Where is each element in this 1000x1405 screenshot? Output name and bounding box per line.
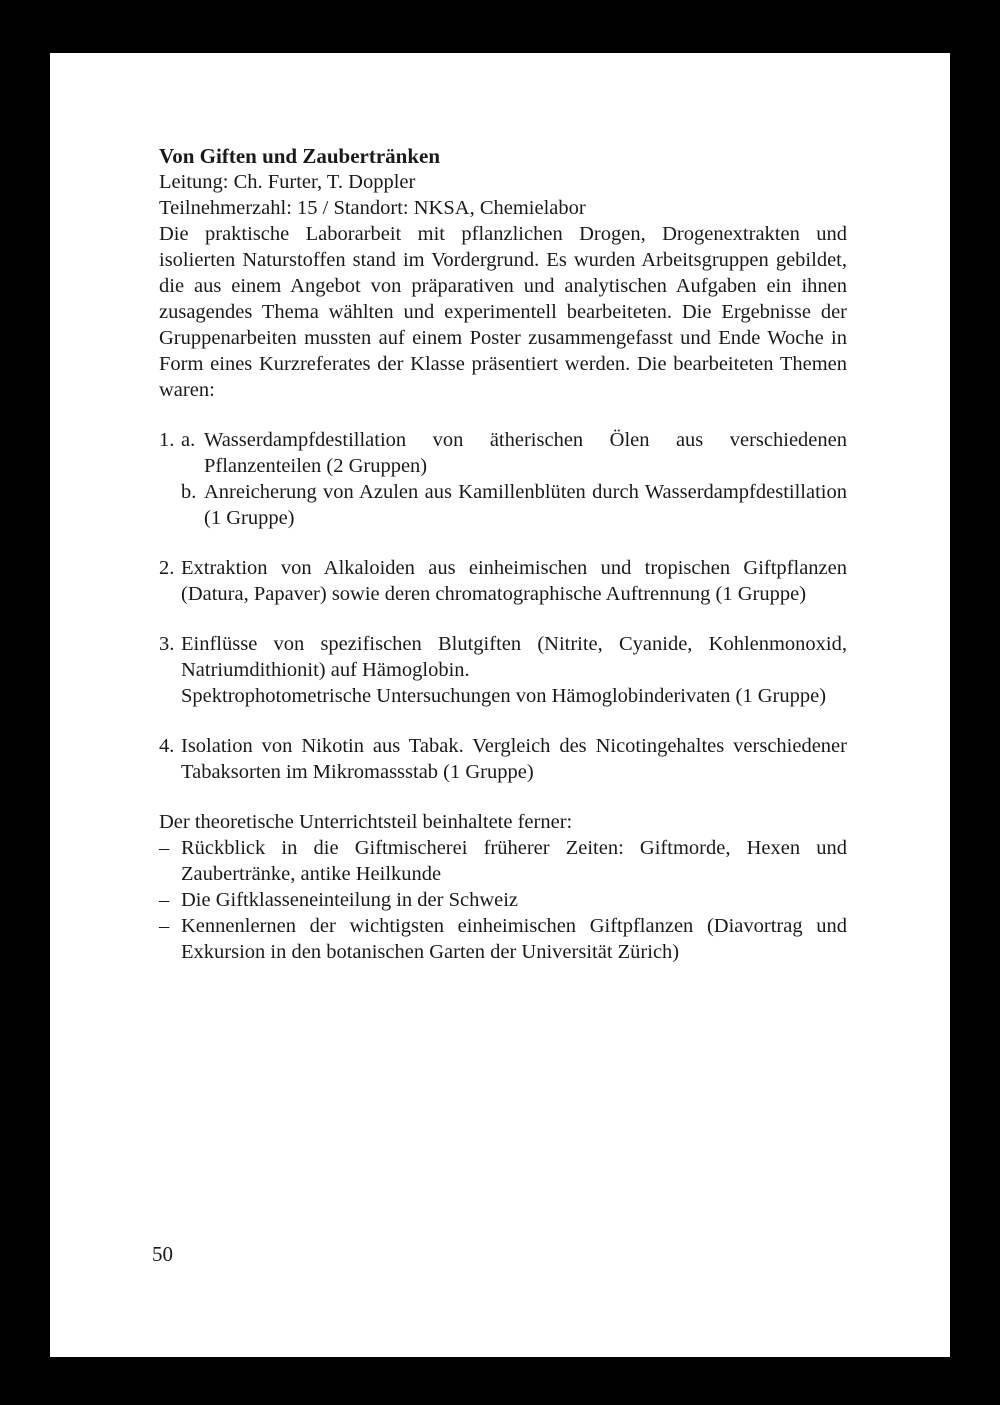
document-page bbox=[50, 53, 950, 1357]
leitung-line: Leitung: Ch. Furter, T. Doppler bbox=[159, 171, 416, 193]
dash-bullet: – bbox=[159, 915, 170, 937]
page-number: 50 bbox=[152, 1242, 173, 1266]
topic-item-4 bbox=[159, 733, 847, 785]
subtopic-letter: a. bbox=[181, 429, 196, 451]
theory-intro: Der theoretische Unterrichtsteil beinhaltete ferner: bbox=[159, 811, 573, 833]
topic-body bbox=[181, 631, 847, 709]
topic-text: Einflüsse von spezifischen Blutgiften (Nitrite, Cyanide, Kohlenmonoxid, Natriumdithionit) auf Hämoglobin. bbox=[181, 633, 847, 681]
subtopic-text: Wasserdampfdestillation von ätherischen Ölen aus verschiedenen Pflanzenteilen (2 Gruppen) bbox=[204, 429, 847, 477]
theory-list bbox=[159, 835, 847, 965]
theory-item bbox=[159, 835, 847, 887]
topic-body bbox=[181, 427, 847, 531]
intro-paragraph: Die praktische Laborarbeit mit pflanzlichen Drogen, Drogenextrakten und isolierten Naturstoffen stand im Vordergrund. Es wurden Arbeitsgruppen gebildet, die aus einem Angebot von präparativen und analytischen Aufgaben ein ihnen zusagendes Thema wählten und experimentell bearbeiteten. Die Ergebnisse der Gruppenarbeiten mussten auf einem Poster zusammengefasst und Ende Woche in Form eines Kurzreferates der Klasse präsentiert werden. Die bearbeiteten Themen waren: bbox=[159, 223, 847, 401]
theory-item-text: Kennenlernen der wichtigsten einheimischen Giftpflanzen (Diavortrag und Exkursion in den botanischen Garten der Universität Zürich) bbox=[181, 915, 847, 963]
dash-bullet: – bbox=[159, 837, 170, 859]
topic-text-continued: Spektrophotometrische Untersuchungen von Hämoglobinderivaten (1 Gruppe) bbox=[181, 685, 827, 707]
topic-item-2 bbox=[159, 555, 847, 607]
theory-item-text: Rückblick in die Giftmischerei früherer Zeiten: Giftmorde, Hexen und Zaubertränke, antike Heilkunde bbox=[181, 837, 847, 885]
subtopic-letter: b. bbox=[181, 481, 197, 503]
subtopic-a bbox=[181, 427, 847, 479]
topic-number: 4. bbox=[159, 735, 175, 757]
topic-item-3 bbox=[159, 631, 847, 709]
participants-line: Teilnehmerzahl: 15 / Standort: NKSA, Chemielabor bbox=[159, 197, 586, 219]
topic-number: 1. bbox=[159, 429, 175, 451]
topic-number: 2. bbox=[159, 557, 175, 579]
theory-item-text: Die Giftklasseneinteilung in der Schweiz bbox=[181, 889, 519, 911]
topic-text: Isolation von Nikotin aus Tabak. Vergleich des Nicotingehaltes verschiedener Tabaksorten im Mikromassstab (1 Gruppe) bbox=[181, 735, 847, 783]
theory-item bbox=[159, 887, 847, 913]
page-content bbox=[159, 143, 847, 965]
subtopic-b bbox=[181, 479, 847, 531]
subtopic-text: Anreicherung von Azulen aus Kamillenblüten durch Wasserdampfdestillation (1 Gruppe) bbox=[204, 481, 847, 529]
topics-list bbox=[159, 427, 847, 785]
topic-number: 3. bbox=[159, 633, 175, 655]
topic-text: Extraktion von Alkaloiden aus einheimischen und tropischen Giftpflanzen (Datura, Papaver) sowie deren chromatographische Auftrennung (1 Gruppe) bbox=[181, 557, 847, 605]
page-title: Von Giften und Zaubertränken bbox=[159, 144, 441, 168]
dash-bullet: – bbox=[159, 889, 170, 911]
topic-item-1 bbox=[159, 427, 847, 531]
theory-item bbox=[159, 913, 847, 965]
